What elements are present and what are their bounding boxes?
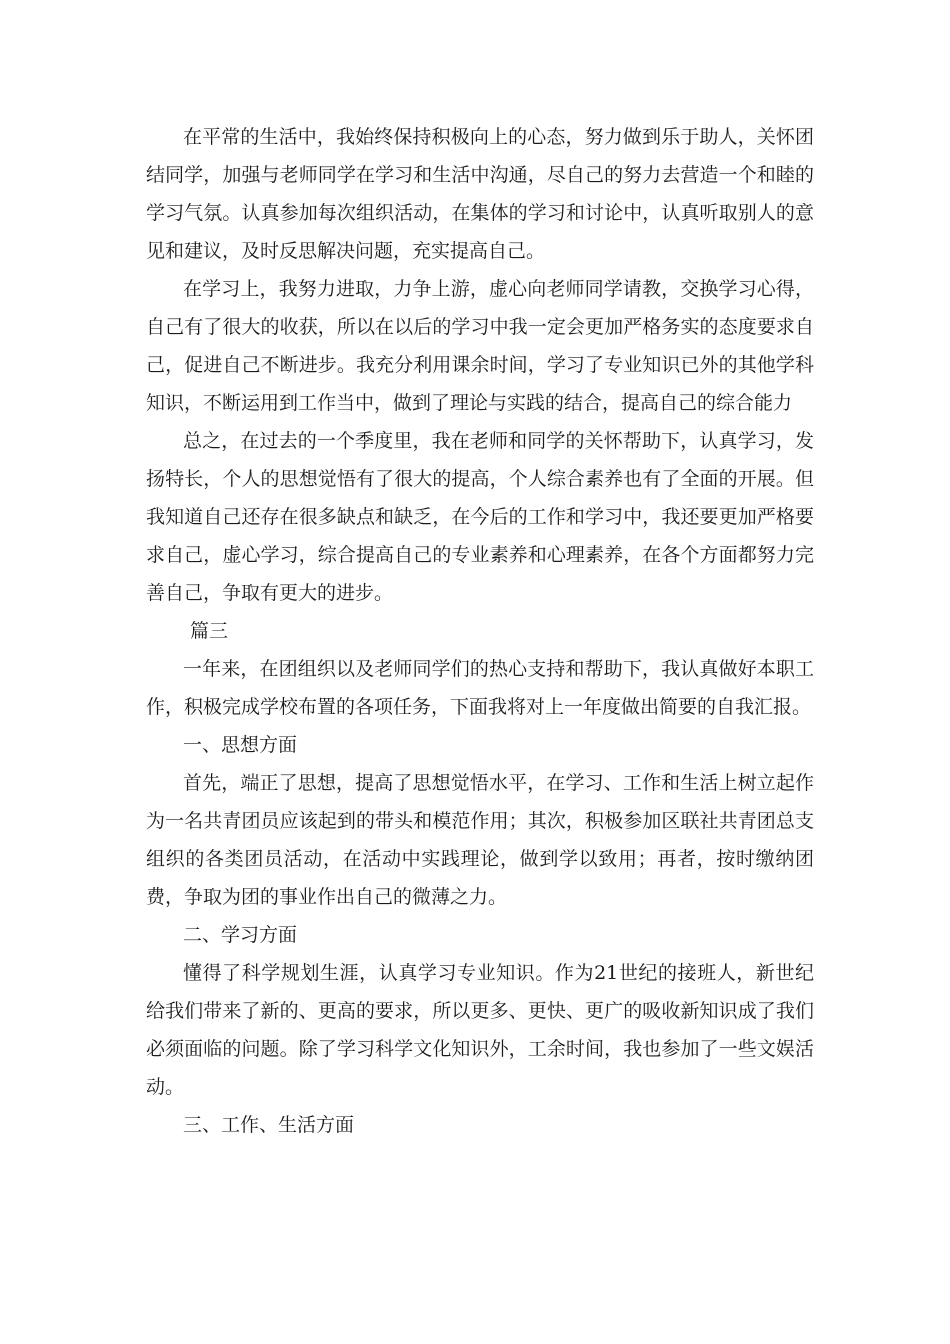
part-title: 篇三 <box>190 620 229 642</box>
paragraph-summary: 总之，在过去的一个季度里，我在老师和同学的关怀帮助下，认真学习，发扬特长，个人的思想觉悟有了很大的提高，个人综合素养也有了全面的开展。但我知道自己还存在很多缺点和缺乏，在今后的工作和学习中，我还要更加严格要求自己，虚心学习，综合提高自己的专业素养和心理素养，在各个方面都努力完善自己，争取有更大的进步。 <box>146 430 814 604</box>
paragraph-daily-life: 在平常的生活中，我始终保持积极向上的心态，努力做到乐于助人，关怀团结同学，加强与老师同学在学习和生活中沟通，尽自己的努力去营造一个和睦的学习气氛。认真参加每次组织活动，在集体的学习和讨论中，认真听取别人的意见和建议，及时反思解决问题，充实提高自己。 <box>146 126 814 262</box>
section-heading-work-life: 三、工作、生活方面 <box>183 1114 355 1136</box>
paragraph-study: 在学习上，我努力进取，力争上游，虚心向老师同学请教，交换学习心得，自己有了很大的收获，所以在以后的学习中我一定会更加严格务实的态度要求自己，促进自己不断进步。我充分利用课余时间，学习了专业知识已外的其他学科知识，不断运用到工作当中，做到了理论与实践的结合，提高自己的综合能力 <box>146 278 814 414</box>
document-body <box>146 118 814 1144</box>
paragraph-intro: 一年来，在团组织以及老师同学们的热心支持和帮助下，我认真做好本职工作，积极完成学校布置的各项任务，下面我将对上一年度做出简要的自我汇报。 <box>146 658 814 718</box>
paragraph-thought: 首先，端正了思想，提高了思想觉悟水平，在学习、工作和生活上树立起作为一名共青团员应该起到的带头和模范作用；其次，积极参加区联社共青团总支组织的各类团员活动，在活动中实践理论，做到学以致用；再者，按时缴纳团费，争取为团的事业作出自己的微薄之力。 <box>146 772 814 908</box>
section-heading-thought: 一、思想方面 <box>183 734 298 756</box>
paragraph-study-detail: 懂得了科学规划生涯，认真学习专业知识。作为21世纪的接班人，新世纪给我们带来了新的、更高的要求，所以更多、更快、更广的吸收新知识成了我们必须面临的问题。除了学习科学文化知识外，工余时间，我也参加了一些文娱活动。 <box>146 962 814 1098</box>
section-heading-study: 二、学习方面 <box>183 924 298 946</box>
